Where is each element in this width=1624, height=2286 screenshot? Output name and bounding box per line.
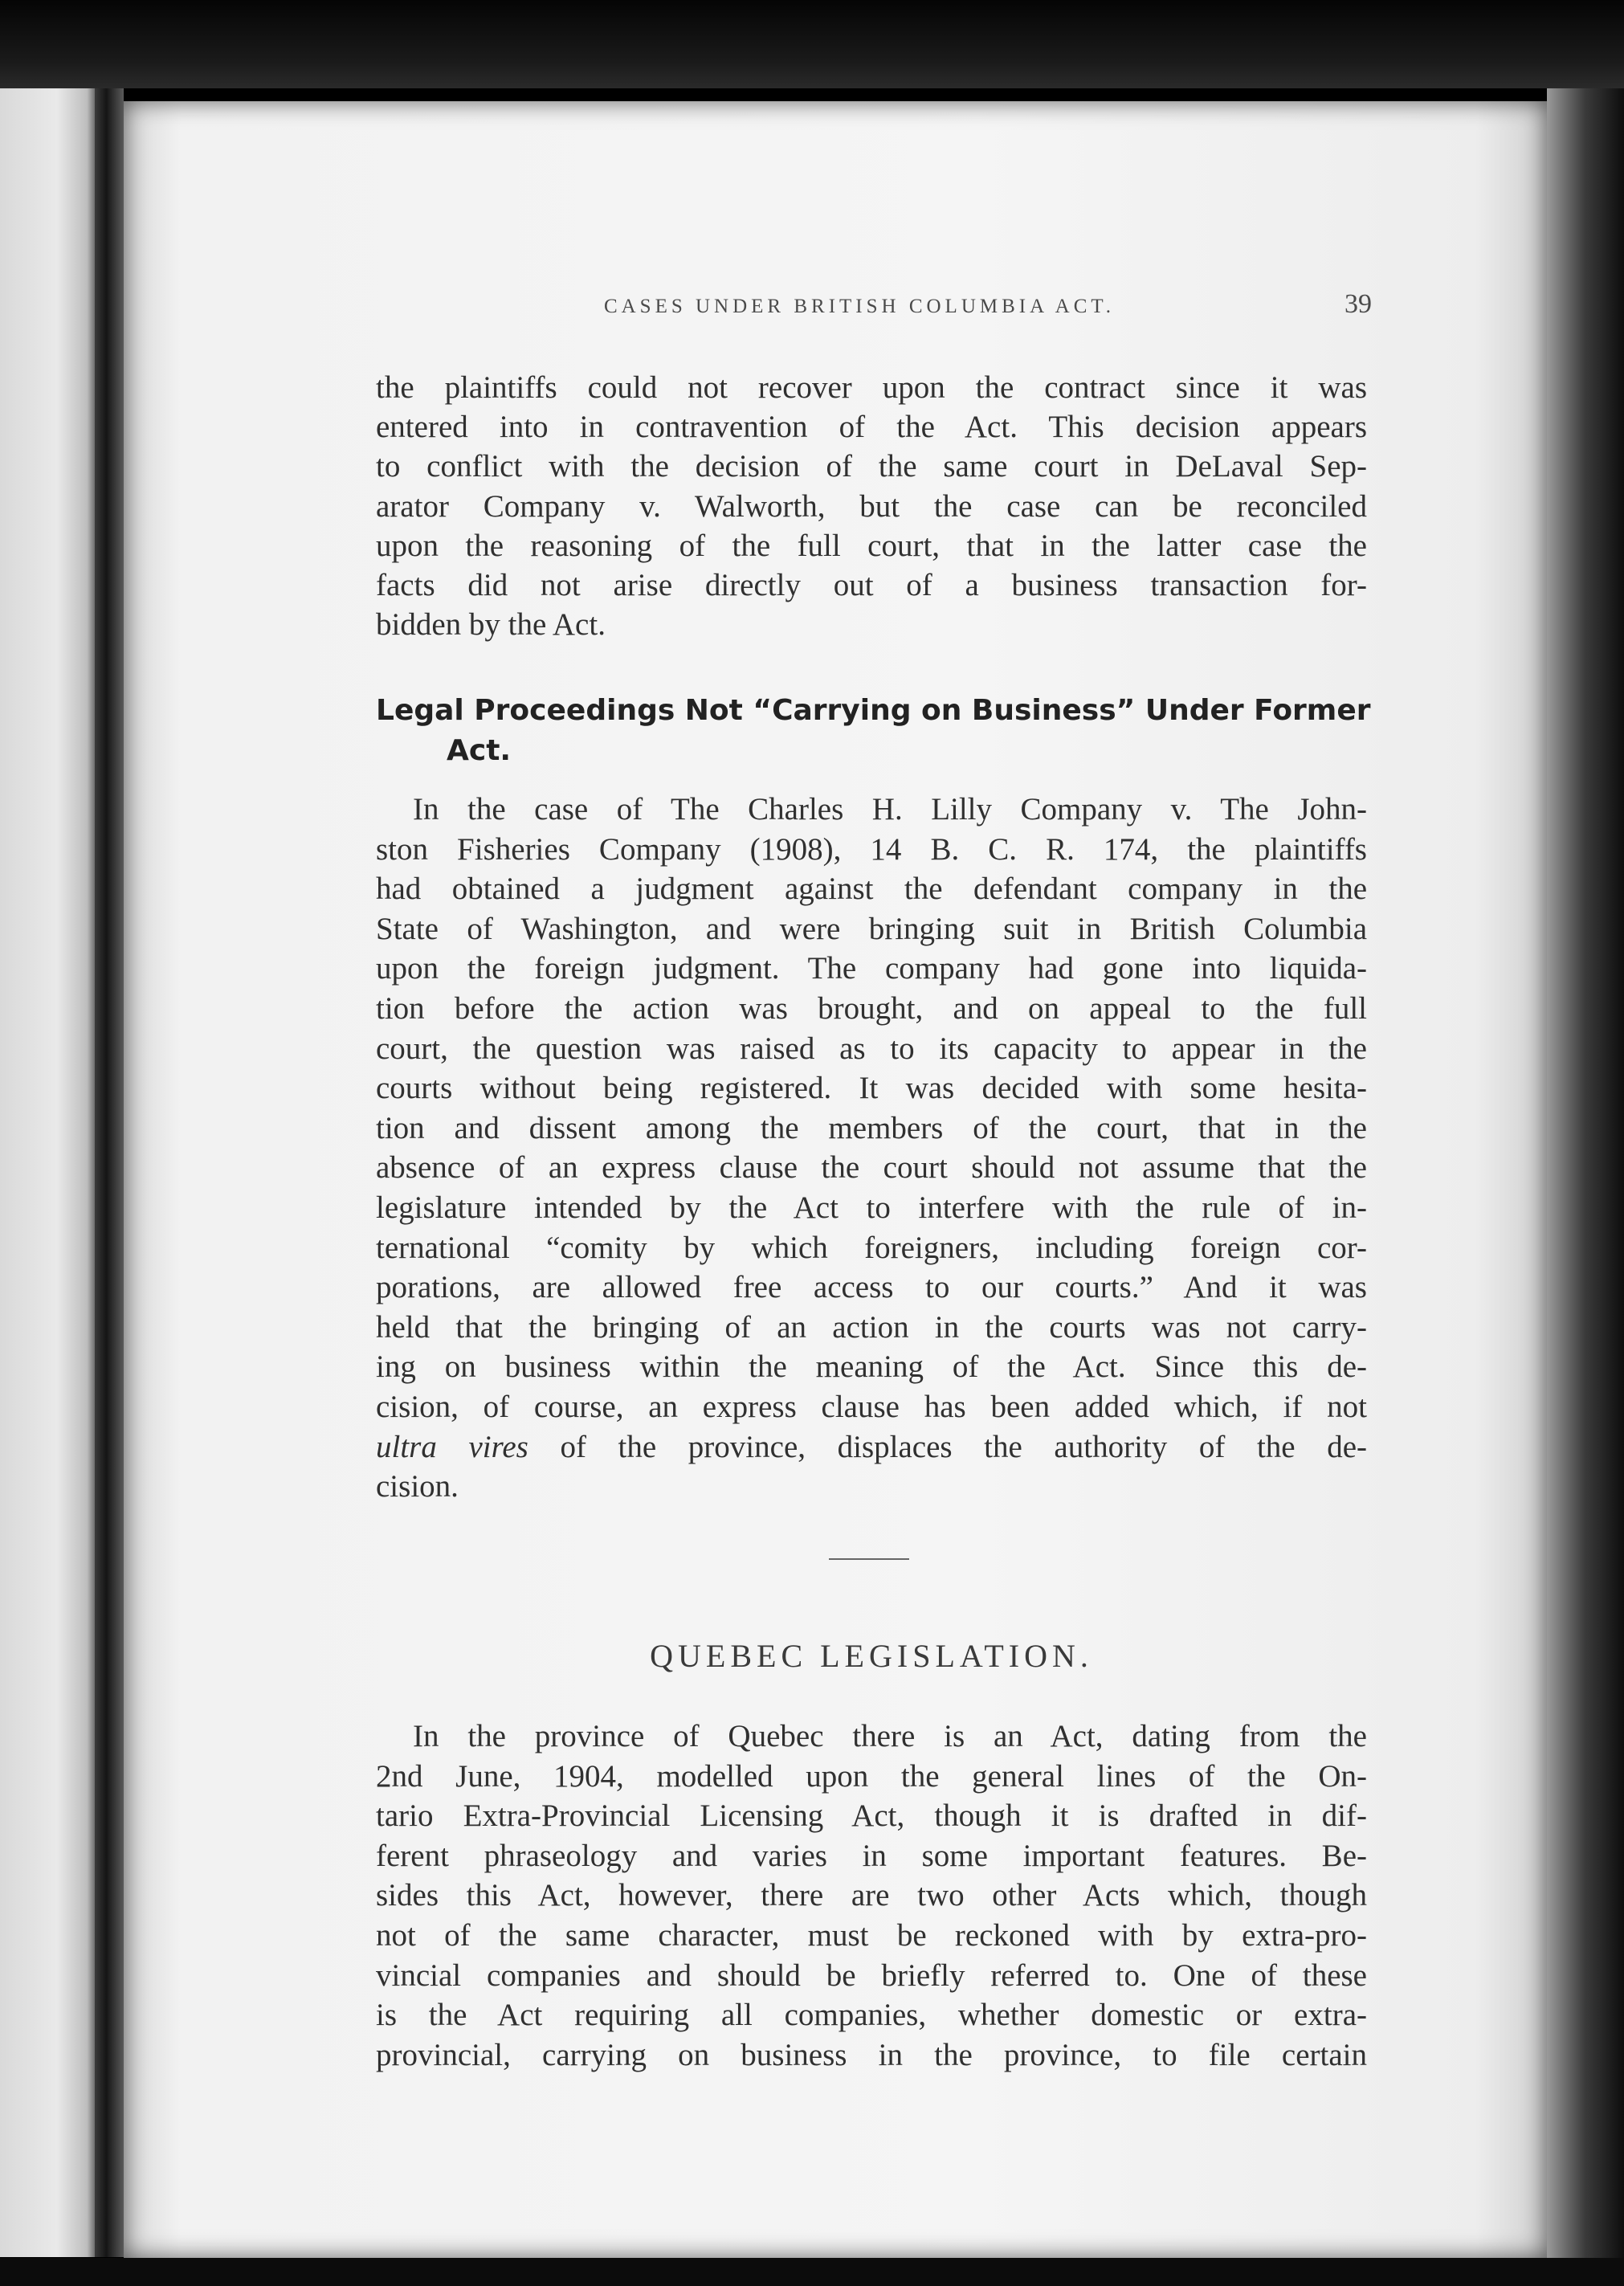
text-line: facts did not arise directly out of a business transaction for- — [376, 567, 1367, 602]
heading-line: Legal Proceedings Not “Carrying on Business” Under Former — [376, 694, 1371, 727]
text-line: upon the foreign judgment. The company had gone into liquida- — [376, 951, 1367, 986]
text-line: ternational “comity by which foreigners, including foreign cor- — [376, 1230, 1367, 1265]
italic-phrase: ultra vires — [376, 1429, 528, 1464]
text-line — [376, 1427, 1367, 1468]
text-line: 2nd June, 1904, modelled upon the general lines of the On- — [376, 1758, 1367, 1794]
text-line: ing on business within the meaning of the Act. Since this de- — [376, 1349, 1367, 1385]
text-line: the plaintiffs could not recover upon the contract since it was — [376, 370, 1367, 405]
heading-line: Act. — [447, 734, 512, 767]
text-line: court, the question was raised as to its capacity to appear in the — [376, 1031, 1367, 1066]
text-line: tario Extra-Provincial Licensing Act, though it is drafted in dif- — [376, 1798, 1367, 1834]
text-line: upon the reasoning of the full court, that in the latter case the — [376, 528, 1367, 563]
text-line: In the case of The Charles H. Lilly Company v. The John- — [413, 792, 1367, 827]
text-line: cision. — [376, 1469, 459, 1504]
section-heading — [376, 691, 1371, 771]
text-line: entered into in contravention of the Act. This decision appears — [376, 410, 1367, 445]
text-line: absence of an express clause the court should not assume that the — [376, 1150, 1367, 1186]
text-line: cision, of course, an express clause has been added which, if not — [376, 1389, 1367, 1424]
text-line: not of the same character, must be reckoned with by extra-pro- — [376, 1917, 1367, 1953]
text-line: courts without being registered. It was decided with some hesita- — [376, 1071, 1367, 1106]
page-number: 39 — [1344, 289, 1372, 319]
text-line: State of Washington, and were bringing suit in British Columbia — [376, 911, 1367, 946]
text-line: arator Company v. Walworth, but the case can be reconciled — [376, 488, 1367, 524]
section-divider — [829, 1558, 909, 1560]
section-title: QUEBEC LEGISLATION. — [650, 1638, 1093, 1674]
text-line: porations, are allowed free access to our courts.” And it was — [376, 1270, 1367, 1305]
paragraph-2 — [376, 790, 1367, 1507]
text-line: had obtained a judgment against the defendant company in the — [376, 872, 1367, 907]
text-line: to conflict with the decision of the same court in DeLaval Sep- — [376, 449, 1367, 484]
text-line: legislature intended by the Act to interfere with the rule of in- — [376, 1190, 1367, 1225]
text-line-rest: of the province, displaces the authority of the de- — [560, 1429, 1368, 1464]
text-line: is the Act requiring all companies, whether domestic or extra- — [376, 1998, 1367, 2033]
text-line: ferent phraseology and varies in some important features. Be- — [376, 1838, 1367, 1873]
text-line: tion and dissent among the members of the court, that in the — [376, 1110, 1367, 1145]
paragraph-3 — [376, 1717, 1367, 2075]
running-head: CASES UNDER BRITISH COLUMBIA ACT. — [603, 296, 1116, 317]
text-line: bidden by the Act. — [376, 607, 606, 643]
text-line: In the province of Quebec there is an Act, dating from the — [413, 1719, 1367, 1753]
paragraph-1 — [376, 368, 1367, 644]
text-line: provincial, carrying on business in the province, to file certain — [376, 2037, 1367, 2072]
text-line: sides this Act, however, there are two other Acts which, though — [376, 1878, 1367, 1913]
text-line: held that the bringing of an action in the courts was not carry- — [376, 1309, 1367, 1345]
text-line: tion before the action was brought, and on appeal to the full — [376, 990, 1367, 1026]
text-line: ston Fisheries Company (1908), 14 B. C. R. 174, the plaintiffs — [376, 831, 1367, 867]
text-line: vincial companies and should be briefly referred to. One of these — [376, 1957, 1367, 1993]
